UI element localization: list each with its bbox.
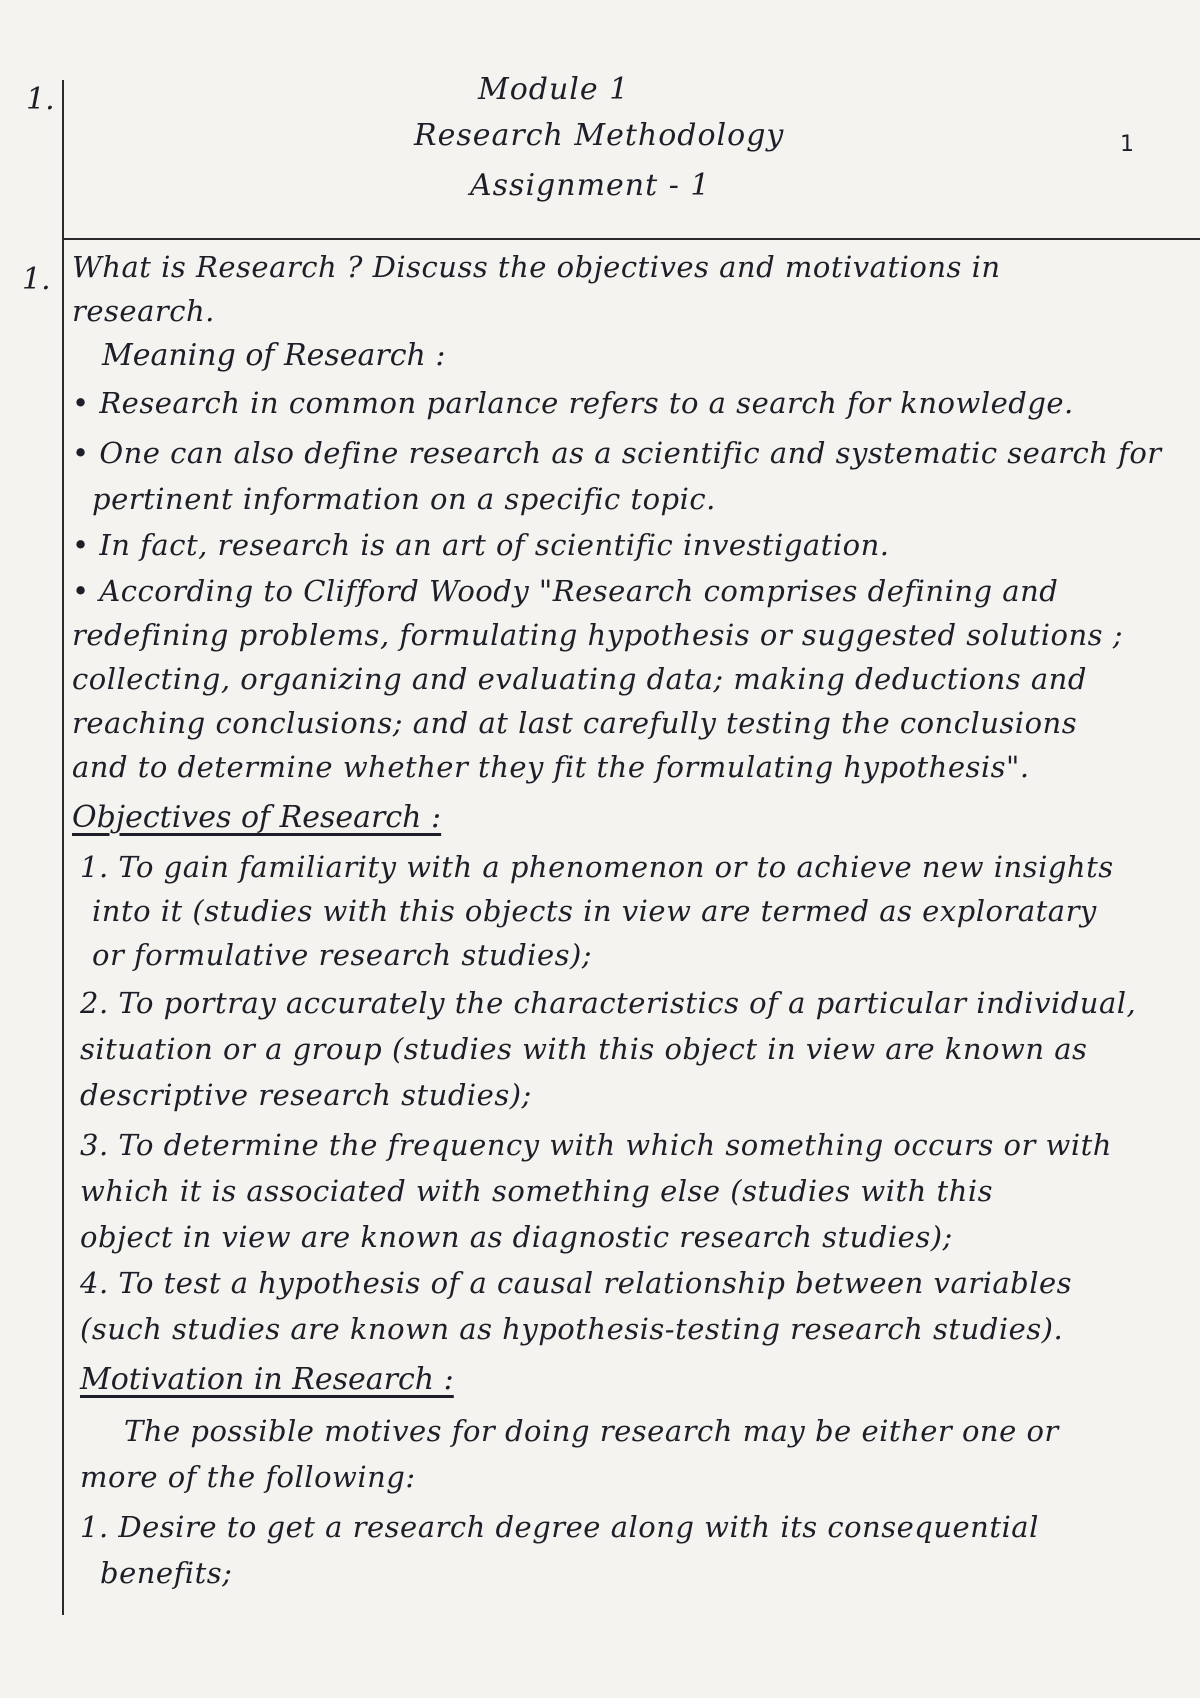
question-number: 1.: [22, 262, 51, 297]
page-number: 1: [1120, 132, 1134, 157]
meaning-line: • According to Clifford Woody "Research comprises defining and: [72, 574, 1059, 608]
meaning-line: • One can also define research as a scientific and systematic search for: [72, 436, 1162, 470]
motivation-line: more of the following:: [80, 1460, 416, 1494]
objectives-heading: Objectives of Research :: [72, 800, 442, 835]
motivation-line: The possible motives for doing research may be either one or: [124, 1414, 1059, 1448]
objective-line: situation or a group (studies with this object in view are known as: [80, 1032, 1088, 1066]
margin-line: [62, 80, 64, 1615]
question-line-1: What is Research ? Discuss the objectives and motivations in: [72, 250, 1001, 284]
objective-line: into it (studies with this objects in view are termed as exploratary: [92, 894, 1097, 928]
objective-line: 2. To portray accurately the characteristics of a particular individual,: [80, 986, 1137, 1020]
module-title: Module 1: [478, 72, 630, 107]
meaning-line: collecting, organizing and evaluating data; making deductions and: [72, 662, 1087, 696]
motivation-line: 1. Desire to get a research degree along with its consequential: [80, 1510, 1039, 1544]
motivation-line: benefits;: [100, 1556, 233, 1590]
objective-line: descriptive research studies);: [80, 1078, 532, 1112]
objective-line: object in view are known as diagnostic research studies);: [80, 1220, 953, 1254]
meaning-line: • In fact, research is an art of scientific investigation.: [72, 528, 890, 562]
meaning-line: reaching conclusions; and at last carefully testing the conclusions: [72, 706, 1078, 740]
meaning-heading: Meaning of Research :: [102, 338, 446, 373]
objective-line: which it is associated with something else (studies with this: [80, 1174, 994, 1208]
objective-line: (such studies are known as hypothesis-testing research studies).: [80, 1312, 1064, 1346]
question-line-2: research.: [72, 294, 215, 328]
meaning-line: redefining problems, formulating hypothesis or suggested solutions ;: [72, 618, 1123, 652]
objective-line: 1. To gain familiarity with a phenomenon or to achieve new insights: [80, 850, 1114, 884]
subject-title: Research Methodology: [414, 118, 785, 153]
meaning-line: and to determine whether they fit the formulating hypothesis".: [72, 750, 1030, 784]
meaning-line: pertinent information on a specific topic.: [92, 482, 716, 516]
objective-line: or formulative research studies);: [92, 938, 593, 972]
header-rule: [62, 238, 1200, 240]
motivation-heading: Motivation in Research :: [80, 1362, 454, 1397]
header-margin-number: 1.: [26, 82, 55, 117]
objective-line: 4. To test a hypothesis of a causal relationship between variables: [80, 1266, 1073, 1300]
meaning-line: • Research in common parlance refers to a search for knowledge.: [72, 386, 1074, 420]
objective-line: 3. To determine the frequency with which something occurs or with: [80, 1128, 1112, 1162]
assignment-title: Assignment - 1: [470, 168, 711, 203]
